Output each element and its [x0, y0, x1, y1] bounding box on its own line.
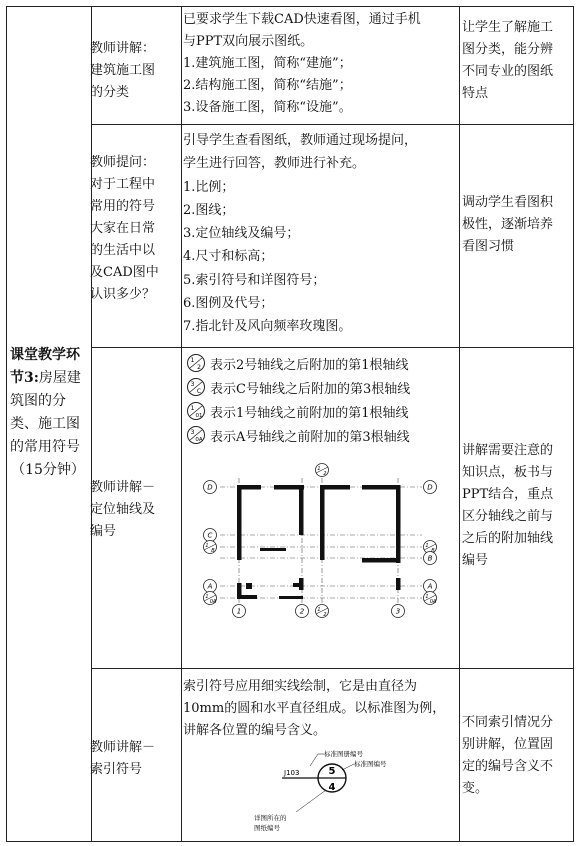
- row2-purpose: [462, 192, 562, 258]
- axis-label-c: C: [207, 531, 213, 540]
- row4-purpose-line: 别讲解，位置固: [462, 737, 554, 752]
- axis-legend-row: [186, 376, 410, 398]
- axis-label-d: D: [207, 483, 213, 492]
- auxiliary-axis-icon: [186, 353, 206, 373]
- axis-legend-text: 表示A号轴线之前附加的第3根轴线: [210, 429, 410, 445]
- auxiliary-axis-icon: [186, 425, 206, 445]
- row2-purpose-line: 极性，逐渐培养: [462, 217, 554, 232]
- axis-label-frac-den: B: [431, 548, 435, 554]
- row3-activity-line: 教师讲解－: [90, 480, 156, 495]
- axis-legend-text: 表示1号轴线之前附加的第1根轴线: [210, 405, 409, 421]
- axis-label-frac-num: 1: [425, 594, 429, 600]
- row1-purpose: [462, 17, 562, 105]
- axis-legend-row: [186, 424, 410, 446]
- row4-activity-line: 索引符号: [90, 762, 143, 777]
- row1-activity: [90, 38, 175, 104]
- row2-content-line: 3.定位轴线及编号；: [183, 226, 300, 242]
- index-number: 5: [328, 766, 336, 777]
- row2-activity-line: 的生活中以: [90, 243, 156, 258]
- row4-purpose-line: 定的编号含义不: [462, 759, 554, 774]
- col-divider-2: [181, 7, 182, 841]
- row3-purpose-line: 知识点，板书与: [462, 465, 554, 480]
- row-divider-3: [91, 668, 573, 669]
- row4-content: [183, 676, 458, 742]
- row2-activity-line: 认识多少？: [90, 287, 156, 302]
- row1-purpose-line: 让学生了解施工: [462, 20, 554, 35]
- axis-legend-num: 1: [190, 405, 195, 412]
- row4-content-line: 10mm的圆和水平直径组成。以标准图为例，: [183, 701, 446, 716]
- row1-purpose-line: 图分类，能分辨: [462, 42, 554, 57]
- row1-content-line: 3.设备施工图，简称“设施”。: [183, 100, 352, 115]
- row2-content-line: 7.指北针及风向频率玫瑰图。: [183, 319, 352, 335]
- row2-purpose-line: 调动学生看图积: [462, 195, 554, 210]
- axis-legend-row: [186, 400, 409, 422]
- col-divider-1: [91, 7, 92, 841]
- row4-content-line: 讲解各位置的编号含义。: [183, 723, 327, 738]
- index-symbol-diagram: [240, 746, 420, 840]
- row1-content-line: 已要求学生下载CAD快速看图，通过手机: [183, 12, 421, 27]
- row2-activity-line: 对于工程中: [90, 177, 156, 192]
- section-title-rest: 房屋建筑图的分类、施工图的常用符号: [10, 370, 81, 455]
- axis-label-frac-den: 0A: [429, 599, 437, 605]
- row2-activity-line: 教师提问：: [90, 155, 156, 170]
- axis-label-frac-num: 1: [205, 594, 209, 600]
- row1-purpose-line: 不同专业的图纸: [462, 64, 554, 79]
- row1-activity-line: 教师讲解：: [90, 41, 156, 56]
- row3-purpose-line: 编号: [462, 553, 489, 568]
- row1-activity-line: 建筑施工图: [90, 63, 156, 78]
- auxiliary-axis-icon: [186, 377, 206, 397]
- axis-label-1: 1: [236, 607, 242, 616]
- axis-legend-text: 表示2号轴线之后附加的第1根轴线: [210, 357, 409, 373]
- axis-label-a: A: [207, 582, 213, 591]
- section-duration: （15分钟）: [11, 462, 85, 478]
- axis-label-frac-den: B: [211, 548, 215, 554]
- row4-purpose-line: 变。: [462, 781, 489, 796]
- index-sheet-number: 4: [328, 782, 336, 793]
- row2-content-line: 学生进行回答，教师进行补充。: [183, 156, 366, 172]
- row2-content-line: 5.索引符号和详图符号；: [183, 272, 326, 288]
- axis-floor-plan: [190, 460, 445, 622]
- section-title: [10, 344, 86, 482]
- row2-activity-line: 大家在日常: [90, 221, 156, 236]
- axis-label-frac-den: 2: [323, 471, 327, 477]
- auxiliary-axis-icon: [186, 401, 206, 421]
- row4-purpose: [462, 712, 562, 800]
- axis-label-frac-num: 1: [317, 466, 321, 472]
- row4-purpose-line: 不同索引情况分: [462, 715, 554, 730]
- section-title-bold: 课堂教学环节3:: [10, 347, 80, 386]
- index-bottom-label: 详图所在的: [254, 814, 287, 822]
- row4-activity: [90, 737, 175, 781]
- row3-purpose-line: 区分轴线之前与: [462, 509, 554, 524]
- axis-label-b: B: [427, 554, 433, 563]
- row3-activity-line: 定位轴线及: [90, 502, 156, 517]
- index-bottom-label: 图纸编号: [254, 824, 280, 832]
- index-std-code: J103: [284, 769, 300, 777]
- axis-legend-num: 3: [190, 381, 195, 388]
- row2-content-line: 6.图例及代号；: [183, 296, 274, 312]
- row3-purpose-line: 讲解需要注意的: [462, 443, 554, 458]
- axis-legend-den: 0A: [195, 437, 203, 443]
- axis-label-a-right: A: [427, 582, 433, 591]
- axis-legend-den: 01: [195, 413, 203, 419]
- axis-label-d-right: D: [427, 483, 433, 492]
- row2-content-line: 2.图线；: [183, 202, 235, 218]
- row4-activity-line: 教师讲解－: [90, 740, 156, 755]
- axis-label-frac-num: 1: [425, 543, 429, 549]
- axis-label-3: 3: [395, 607, 401, 616]
- row3-purpose: [462, 440, 562, 572]
- axis-legend-num: 3: [190, 429, 195, 436]
- row2-purpose-line: 看图习惯: [462, 239, 515, 254]
- row3-purpose-line: 之后的附加轴线: [462, 531, 554, 546]
- row4-content-line: 索引符号应用细实线绘制，它是由直径为: [183, 679, 418, 694]
- row1-content: [183, 9, 458, 119]
- row1-content-line: 与PPT双向展示图纸。: [183, 34, 314, 49]
- row2-content-line: 4.尺寸和标高；: [183, 249, 274, 265]
- row-divider-1: [91, 124, 573, 125]
- row1-content-line: 1.建筑施工图，简称“建施”；: [183, 56, 352, 71]
- row3-activity-line: 编号: [90, 524, 117, 539]
- axis-legend-den: 2: [197, 364, 201, 371]
- axis-legend-text: 表示C号轴线之后附加的第3根轴线: [210, 381, 411, 397]
- row3-activity: [90, 477, 175, 543]
- index-right-label: 标准图编号: [354, 760, 387, 768]
- row2-content-line: 引导学生查看图纸，教师通过现场提问，: [183, 133, 418, 148]
- row2-activity: [90, 152, 175, 306]
- col-divider-3: [459, 7, 460, 841]
- row2-content-line: 1.比例；: [183, 179, 235, 195]
- row2-content: [183, 129, 458, 339]
- axis-legend-den: C: [196, 388, 202, 395]
- row-divider-2: [91, 347, 573, 348]
- row1-purpose-line: 特点: [462, 86, 489, 101]
- axis-label-frac-num: 1: [205, 543, 209, 549]
- axis-label-frac-den: 2: [323, 612, 327, 618]
- axis-label-frac-num: 1: [317, 607, 321, 613]
- axis-legend-num: 1: [190, 357, 195, 364]
- axis-label-frac-den: 0A: [209, 599, 217, 605]
- axis-legend-row: [186, 352, 409, 374]
- index-top-label: 标准图册编号: [324, 750, 363, 758]
- row2-activity-line: 常用的符号: [90, 199, 156, 214]
- row3-purpose-line: PPT结合，重点: [462, 487, 554, 502]
- row1-activity-line: 的分类: [90, 85, 130, 100]
- row1-content-line: 2.结构施工图，简称“结施”；: [183, 78, 352, 93]
- row2-activity-line: 及CAD图中: [90, 265, 159, 280]
- axis-label-2: 2: [299, 607, 305, 616]
